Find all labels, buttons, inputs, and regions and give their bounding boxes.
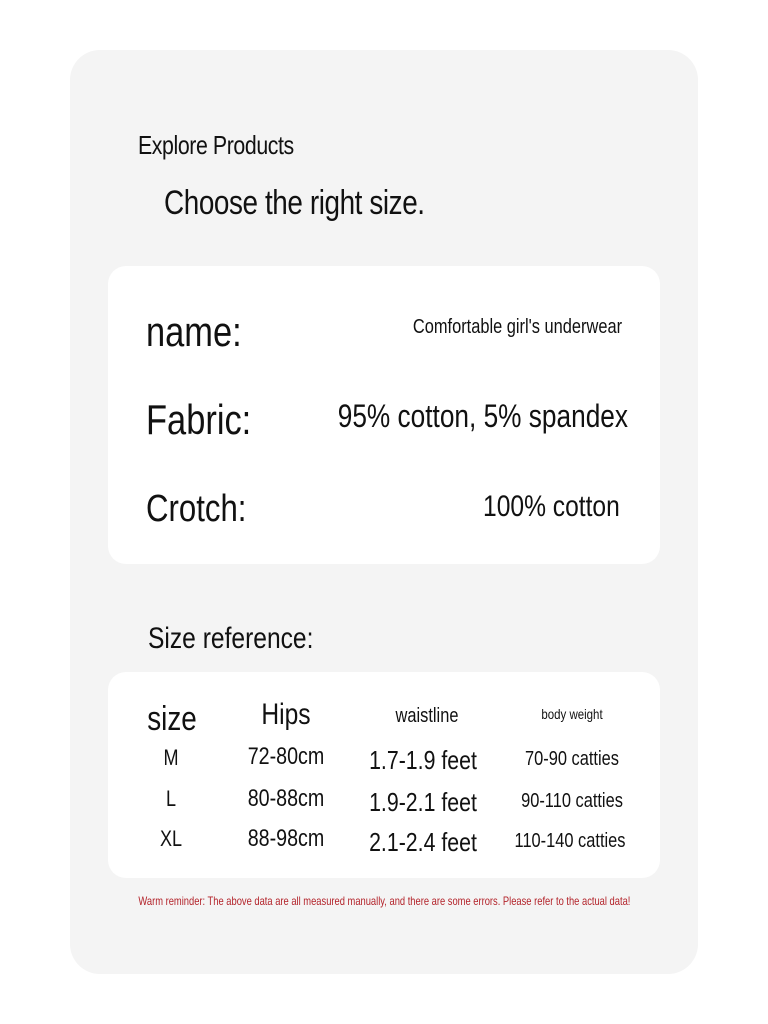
- table-cell: 88-98cm: [247, 825, 325, 852]
- table-cell: 80-88cm: [247, 785, 325, 812]
- table-row-xl-weight: [502, 830, 637, 853]
- table-row-l-hips: [239, 785, 332, 813]
- table-row-l-size: [165, 786, 177, 812]
- table-cell: 1.7-1.9 feet: [369, 745, 477, 775]
- table-cell: 72-80cm: [247, 743, 325, 770]
- table-cell: 110-140 catties: [514, 830, 626, 852]
- size-header: [142, 700, 202, 739]
- table-cell: M: [163, 745, 179, 770]
- table-row-m-size: [162, 745, 180, 771]
- table-cell: L: [165, 786, 177, 811]
- size-header-text: size: [147, 700, 197, 738]
- table-cell: 2.1-2.4 feet: [369, 827, 477, 857]
- table-cell: 70-90 catties: [525, 748, 619, 770]
- table-row-m-waistline: [357, 745, 489, 776]
- table-row-l-waistline: [357, 787, 489, 818]
- table-row-m-weight: [515, 748, 630, 771]
- hips-header-text: Hips: [261, 698, 311, 731]
- table-cell: XL: [159, 826, 183, 851]
- table-cell: 1.9-2.1 feet: [369, 787, 477, 817]
- waistline-header: [389, 705, 466, 728]
- crotch-value: 100% cotton: [483, 490, 620, 523]
- warm-reminder-text: Warm reminder: The above data are all measured manually, and there are some errors. Please refer to the actual data!: [137, 894, 630, 908]
- crotch-label: Crotch:: [146, 488, 247, 530]
- fabric-label: Fabric:: [146, 396, 252, 443]
- body-weight-header: [535, 706, 610, 722]
- table-row-xl-hips: [239, 825, 332, 853]
- table-cell: 90-110 catties: [521, 790, 623, 812]
- name-label: name:: [146, 308, 242, 355]
- table-row-l-weight: [510, 790, 634, 813]
- name-value: Comfortable girl's underwear: [412, 316, 622, 338]
- body-weight-header-text: body weight: [541, 706, 603, 722]
- table-row-xl-waistline: [357, 827, 489, 858]
- table-row-xl-size: [158, 826, 185, 852]
- size-reference-title: Size reference:: [148, 622, 314, 655]
- waistline-header-text: waistline: [395, 705, 459, 727]
- section-kicker: Explore Products: [138, 130, 294, 160]
- fabric-value: 95% cotton, 5% spandex: [337, 398, 628, 434]
- warm-reminder-note: [0, 894, 768, 908]
- table-row-m-hips: [239, 743, 332, 771]
- hips-header: [256, 698, 316, 732]
- page-title: Choose the right size.: [164, 184, 425, 222]
